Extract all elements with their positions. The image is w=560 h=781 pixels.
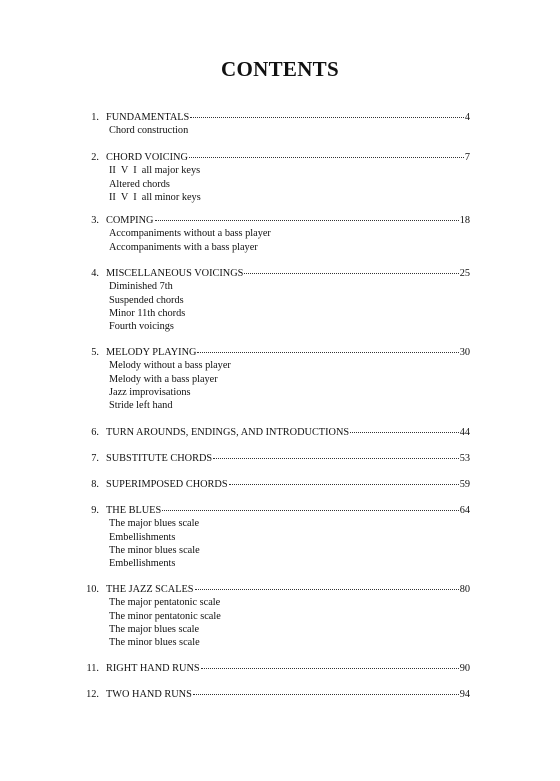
toc-chapter [80,426,470,439]
chapter-title: TURN AROUNDS, ENDINGS, AND INTRODUCTIONS [106,427,350,438]
subtopic: Embellishments [109,531,176,543]
chapter-number: 11. [86,663,99,674]
chapter-number: 3. [91,215,99,226]
dot-leader [162,510,459,511]
subtopic: Fourth voicings [109,321,174,333]
chapter-title: MELODY PLAYING [106,347,197,358]
toc-chapter [80,267,470,333]
dot-leader [244,273,458,274]
toc-entry[interactable] [80,478,470,491]
subtopic: Diminished 7th [109,281,173,293]
subtopic: The major blues scale [109,623,200,635]
dot-leader [189,157,464,158]
toc-entry[interactable] [80,452,470,465]
toc-chapter [80,504,470,570]
page-title: CONTENTS [221,57,339,81]
subtopic: The minor blues scale [109,637,200,649]
toc-entry[interactable] [80,583,470,596]
subtopic: Melody with a bass player [109,373,218,385]
toc-chapter [80,662,470,675]
toc-entry[interactable] [80,346,470,359]
chapter-title: THE JAZZ SCALES [106,584,194,595]
page-number: 59 [459,479,470,490]
chapter-title: CHORD VOICING [106,152,188,163]
page-number: 53 [459,453,470,464]
chapter-number: 10. [86,584,99,595]
toc-chapter [80,346,470,412]
subtopic: The major pentatonic scale [109,597,221,609]
subtopic: The minor blues scale [109,544,200,556]
dot-leader [229,484,459,485]
toc-chapter [80,478,470,491]
chapter-title: THE BLUES [106,505,162,516]
chapter-number: 12. [86,689,99,700]
subtopic: Melody without a bass player [109,360,231,372]
chapter-number: 6. [91,427,99,438]
chapter-title: SUPERIMPOSED CHORDS [106,479,228,490]
chapter-number: 7. [91,453,99,464]
subtopic: Accompaniments with a bass player [109,241,258,253]
chapter-title: COMPING [106,215,154,226]
subtopic: II V I all major keys [109,165,201,177]
subtopic: The major blues scale [109,518,200,530]
subtopic: Jazz improvisations [109,386,191,398]
toc-entry[interactable] [80,504,470,517]
page-number: 64 [459,505,470,516]
dot-leader [193,694,459,695]
dot-leader [155,220,459,221]
chapter-number: 8. [91,479,99,490]
subtopic: Chord construction [109,125,189,137]
subtopic: Embellishments [109,558,176,570]
dot-leader [201,668,459,669]
chapter-number: 9. [91,505,99,516]
toc-entry[interactable] [80,267,470,280]
toc-entry[interactable] [80,151,470,164]
page-number: 44 [459,427,470,438]
subtopic: Suspended chords [109,294,184,306]
page-number: 4 [464,112,470,123]
dot-leader [197,352,458,353]
chapter-number: 2. [91,152,99,163]
page-number: 25 [459,268,470,279]
subtopic: Stride left hand [109,400,173,412]
subtopic: Minor 11th chords [109,307,186,319]
toc-entry[interactable] [80,426,470,439]
toc-chapter [80,583,470,649]
subtopic: Altered chords [109,178,170,190]
toc-chapter [80,452,470,465]
chapter-number: 1. [91,112,99,123]
toc-chapter [80,151,470,204]
subtopic: Accompaniments without a bass player [109,228,271,240]
dot-leader [195,589,459,590]
toc-entry[interactable] [80,214,470,227]
toc-chapter [80,688,470,701]
page-number: 90 [459,663,470,674]
page-number: 7 [464,152,470,163]
page-number: 30 [459,347,470,358]
page-number: 18 [459,215,470,226]
dot-leader [190,117,464,118]
chapter-number: 4. [91,268,99,279]
toc-chapter [80,214,470,254]
dot-leader [213,458,459,459]
toc-entry[interactable] [80,688,470,701]
subtopic: The minor pentatonic scale [109,610,221,622]
chapter-title: TWO HAND RUNS [106,689,192,700]
dot-leader [350,432,459,433]
toc-chapter [80,111,470,138]
chapter-title: RIGHT HAND RUNS [106,663,200,674]
chapter-title: FUNDAMENTALS [106,112,190,123]
page-number: 94 [459,689,470,700]
page-number: 80 [459,584,470,595]
subtopic: II V I all minor keys [109,191,201,203]
chapter-title: SUBSTITUTE CHORDS [106,453,213,464]
toc-entry[interactable] [80,111,470,124]
toc-entry[interactable] [80,662,470,675]
chapter-title: MISCELLANEOUS VOICINGS [106,268,244,279]
chapter-number: 5. [91,347,99,358]
